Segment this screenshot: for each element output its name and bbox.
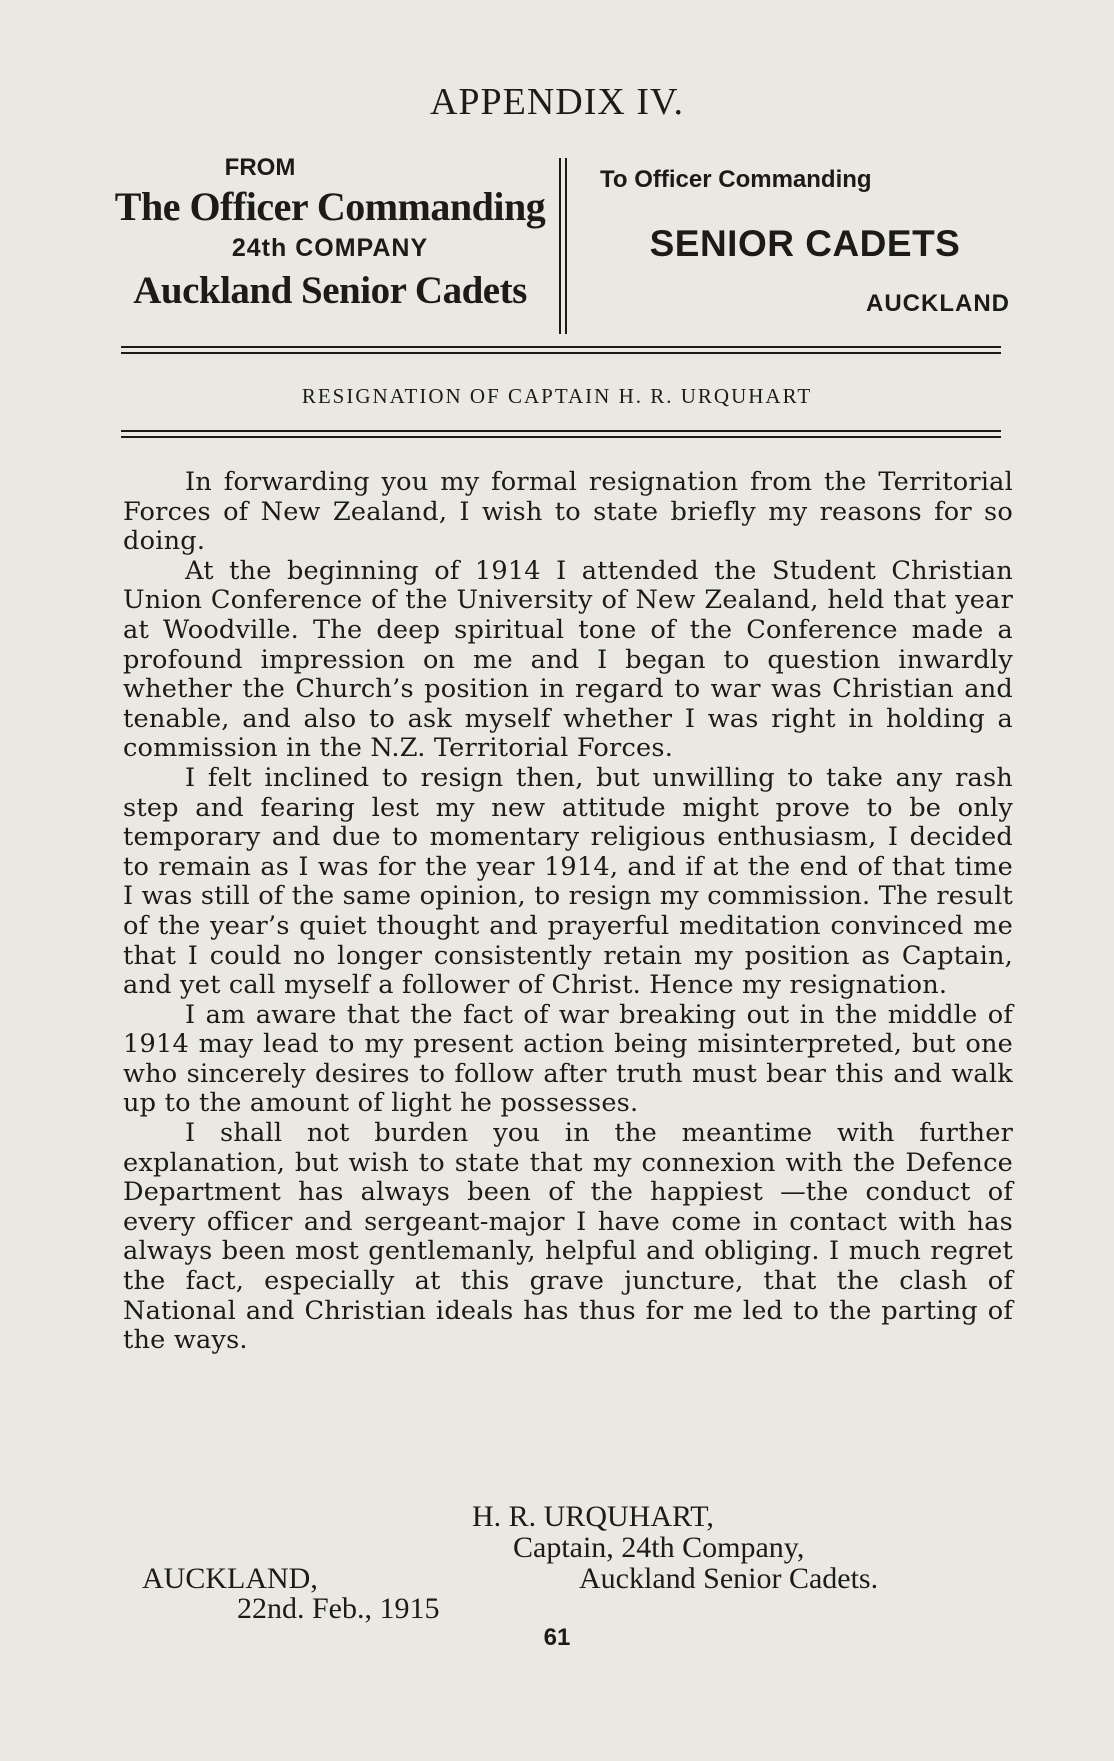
from-header bbox=[110, 152, 550, 316]
divider-rule bbox=[121, 436, 1001, 438]
signature-rank: Captain, 24th Company, bbox=[513, 1531, 805, 1564]
paragraph: I am aware that the fact of war breaking out in the middle of 1914 may lead to my present action being misinterpreted, but one who sincerely desires to follow after truth must bear this and walk up to the amount of light he possesses. bbox=[123, 999, 1013, 1119]
from-officer: The Officer Commanding bbox=[114, 184, 546, 229]
to-header bbox=[600, 158, 1010, 318]
letter-body bbox=[123, 468, 1013, 1356]
from-company: 24th COMPANY bbox=[231, 234, 429, 262]
appendix-title: APPENDIX IV. bbox=[429, 81, 685, 123]
subject-line: RESIGNATION OF CAPTAIN H. R. URQUHART bbox=[301, 384, 813, 408]
letter-place: AUCKLAND, bbox=[142, 1562, 318, 1595]
paragraph: In forwarding you my formal resignation from the Territorial Forces of New Zealand, I wish to state briefly my reasons for so doing. bbox=[123, 467, 1013, 557]
to-unit: SENIOR CADETS bbox=[649, 223, 961, 264]
divider-rule bbox=[121, 430, 1001, 432]
signature-unit: Auckland Senior Cadets. bbox=[579, 1562, 879, 1595]
page-number: 61 bbox=[543, 1624, 571, 1651]
header-divider-line bbox=[559, 158, 561, 334]
from-unit: Auckland Senior Cadets bbox=[133, 269, 527, 312]
header-divider-line bbox=[565, 158, 567, 334]
paragraph: I felt inclined to resign then, but unwilling to take any rash step and fearing lest my new attitude might prove to be only temporary and due to momentary religious enthusiasm, I decided to remain as I was for the year 1914, and if at the end of that time I was still of the same opinion, to resign my commission. The result of the year’s quiet thought and prayerful meditation convinced me that I could no longer consistently retain my position as Captain, and yet call myself a follower of Christ. Hence my resignation. bbox=[123, 762, 1013, 1001]
to-label: To Officer Commanding bbox=[600, 166, 872, 193]
to-place: AUCKLAND bbox=[866, 290, 1010, 317]
paragraph: At the beginning of 1914 I attended the Student Christian Union Conference of the University of New Zealand, held that year at Woodville. The deep spiritual tone of the Conference made a profound impression on me and I began to question inwardly whether the Church’s position in regard to war was Christian and tenable, and also to ask myself whether I was right in holding a commission in the N.Z. Territorial Forces. bbox=[123, 555, 1013, 764]
divider-rule bbox=[121, 346, 1001, 348]
signature-name: H. R. URQUHART, bbox=[472, 1500, 714, 1533]
from-label: FROM bbox=[224, 154, 296, 181]
paragraph: I shall not burden you in the meantime with further explanation, but wish to state that my connexion with the Defence Department has always been of the happiest —the conduct of every officer and sergeant-major I have come in contact with has always been most gentlemanly, helpful and obliging. I much regret the fact, especially at this grave juncture, that the clash of National and Christian ideals has thus for me led to the parting of the ways. bbox=[123, 1118, 1013, 1356]
letter-date: 22nd. Feb., 1915 bbox=[237, 1592, 440, 1625]
divider-rule bbox=[121, 352, 1001, 354]
